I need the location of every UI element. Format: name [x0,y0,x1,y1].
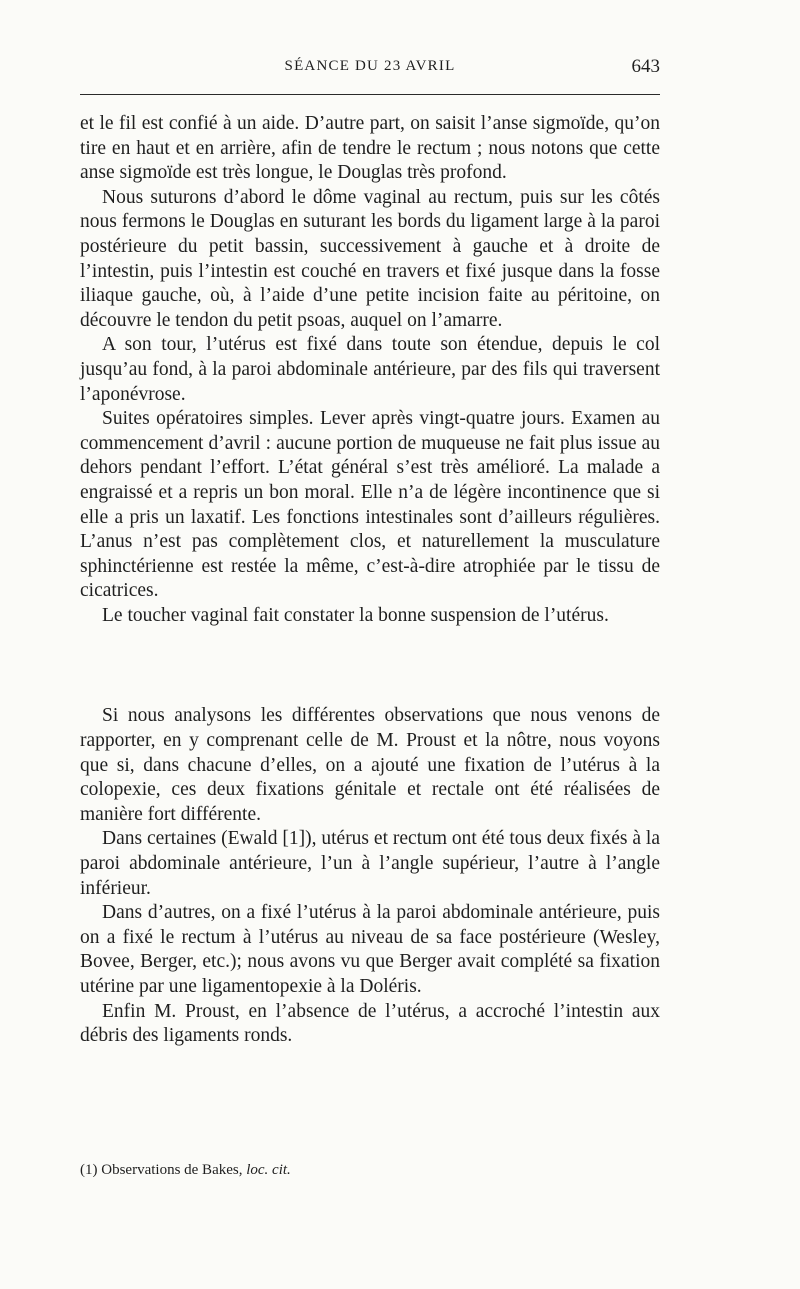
paragraph: Nous suturons d’abord le dôme vaginal au rectum, puis sur les côtés nous fermons le Douglas en suturant les bords du ligament large à la paroi postérieure du petit bassin, successivement à gauche et à droite de l’intestin, puis l’intestin est couché en travers et fixé jusque dans la fosse iliaque gauche, où, à l’aide d’une petite incision faite au péritoine, on découvre le tendon du petit psoas, auquel on l’amarre. [80,186,660,331]
paragraph: Suites opératoires simples. Lever après vingt-quatre jours. Examen au commencement d’avril : aucune portion de muqueuse ne fait plus issue au dehors pendant l’effort. L’état général s’est très amélioré. La malade a engraissé et a repris un bon moral. Elle n’a de légère incontinence que si elle a pris un laxatif. Les fonctions intestinales sont d’ailleurs régulières. L’anus n’est pas complètement clos, et naturellement la musculature sphinctérienne est restée la même, c’est-à-dire atrophiée par le tissu de cicatrices. [80,408,660,602]
page-header [80,52,660,82]
page-number: 643 [631,56,660,77]
paragraph: A son tour, l’utérus est fixé dans toute son étendue, depuis le col jusqu’au fond, à la paroi abdominale antérieure, par des fils qui traversent l’aponévrose. [80,334,660,405]
footnote-marker: (1) [80,1162,98,1178]
paragraph: Le toucher vaginal fait constater la bonne suspension de l’utérus. [102,604,609,626]
section-break [80,628,660,704]
paragraph: et le fil est confié à un aide. D’autre part, on saisit l’anse sigmoïde, qu’on tire en haut et en arrière, afin de tendre le rectum ; nous notons que cette anse sigmoïde est très longue, le Douglas très profond. [80,113,660,184]
header-rule [80,94,660,95]
footnote-text: Observations de Bakes, [101,1162,243,1178]
paragraph: Dans certaines (Ewald [1]), utérus et rectum ont été tous deux fixés à la paroi abdominale antérieure, l’un à l’angle supérieur, l’autre à l’angle inférieur. [80,828,660,899]
body-text [80,112,660,1049]
paragraph: Enfin M. Proust, en l’absence de l’utérus, a accroché l’intestin aux débris des ligaments ronds. [80,1000,660,1047]
running-title: SÉANCE DU 23 AVRIL [284,58,456,74]
paragraph: Si nous analysons les différentes observations que nous venons de rapporter, en y comprenant celle de M. Proust et la nôtre, nous voyons que si, dans chacune d’elles, on a ajouté une fixation de l’utérus à la colopexie, ces deux fixations génitale et rectale ont été réalisées de manière fort différente. [80,705,660,825]
footnote-reference: loc. cit. [246,1162,291,1178]
paragraph: Dans d’autres, on a fixé l’utérus à la paroi abdominale antérieure, puis on a fixé le rectum à l’utérus au niveau de sa face postérieure (Wesley, Bovee, Berger, etc.); nous avons vu que Berger avait complété sa fixation utérine par une ligamentopexie à la Doléris. [80,902,660,997]
footnote [80,1160,660,1180]
